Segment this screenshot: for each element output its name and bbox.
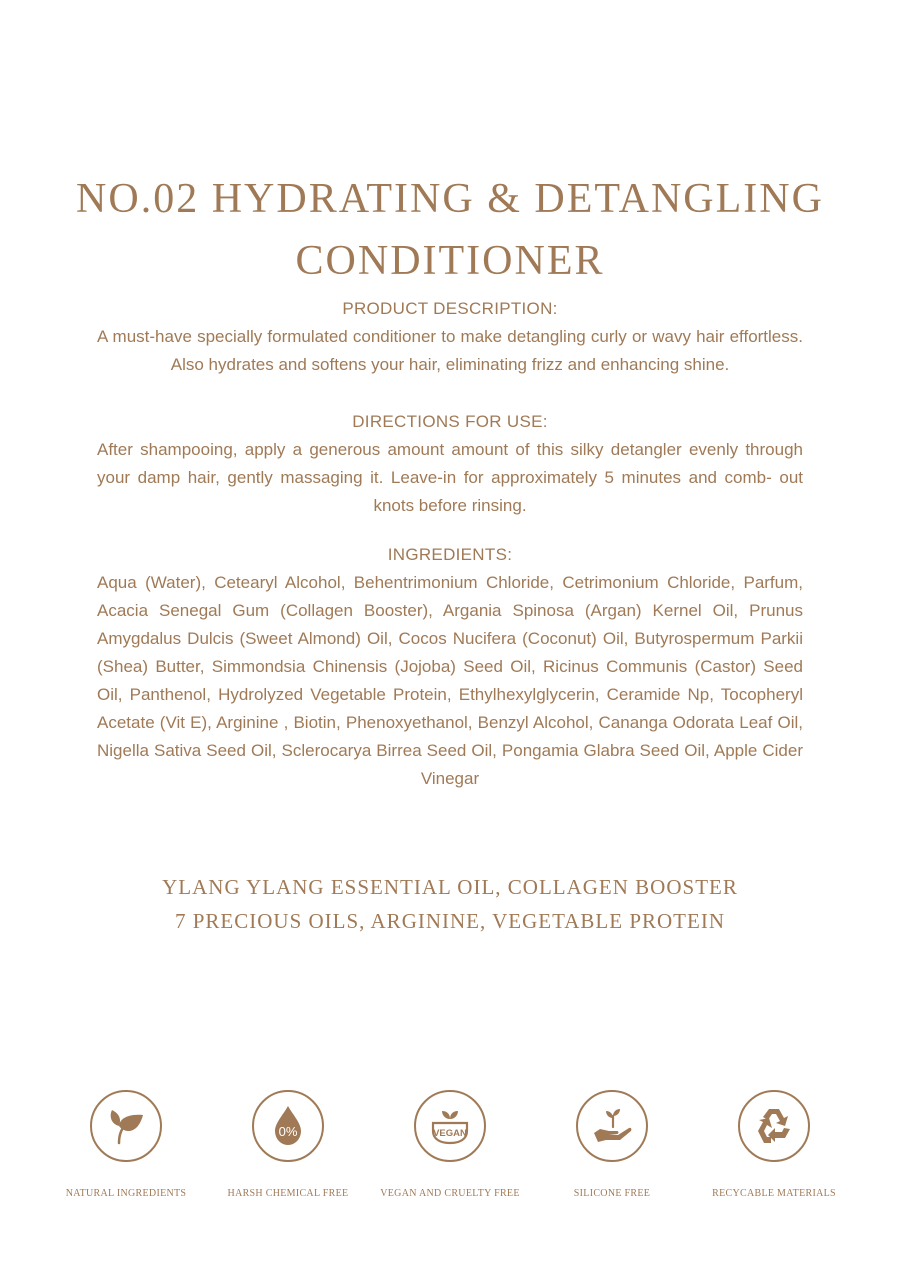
directions-text: After shampooing, apply a generous amount amount of this silky detangler evenly through your damp hair, gently massaging it. Leave-in for approximately 5 minutes and comb- out knots before rinsing. [97, 440, 803, 515]
leaf-icon [90, 1090, 162, 1162]
key-ingredients-tagline [60, 870, 840, 938]
badge-silicone-free [522, 1090, 702, 1199]
product-description-heading: PRODUCT DESCRIPTION: [342, 299, 558, 318]
hand-sprout-icon [576, 1090, 648, 1162]
directions-heading: DIRECTIONS FOR USE: [352, 412, 548, 431]
product-title [60, 168, 840, 292]
badge-harsh-chemical-free [198, 1090, 378, 1199]
directions-section [97, 408, 803, 520]
badge-natural-ingredients [36, 1090, 216, 1199]
badge-label: RECYCABLE MATERIALS [712, 1188, 836, 1199]
vegan-icon [414, 1090, 486, 1162]
tagline-line-2: 7 PRECIOUS OILS, ARGININE, VEGETABLE PROTEIN [174, 909, 725, 933]
drop-icon-text: 0% [278, 1124, 298, 1139]
tagline-line-1: YLANG YLANG ESSENTIAL OIL, COLLAGEN BOOSTER [162, 875, 738, 899]
badge-label: NATURAL INGREDIENTS [65, 1188, 187, 1199]
product-title-line-2: CONDITIONER [295, 238, 605, 284]
badge-vegan-cruelty-free [360, 1090, 540, 1199]
product-description-section [97, 295, 803, 379]
badge-label: SILICONE FREE [573, 1188, 651, 1199]
drop-zero-percent-icon [252, 1090, 324, 1162]
ingredients-text: Aqua (Water), Cetearyl Alcohol, Behentrimonium Chloride, Cetrimonium Chloride, Parfum, Acacia Senegal Gum (Collagen Booster), Argania Spinosa (Argan) Kernel Oil, Prunus Amygdalus Dulcis (Sweet Almond) Oil, Cocos Nucifera (Coconut) Oil, Butyrospermum Parkii (Shea) Butter, Simmondsia Chinensis (Jojoba) Seed Oil, Ricinus Communis (Castor) Seed Oil, Panthenol, Hydrolyzed Vegetable Protein, Ethylhexylglycerin, Ceramide Np, Tocopheryl Acetate (Vit E), Arginine , Biotin, Phenoxyethanol, Benzyl Alcohol, Cananga Odorata Leaf Oil, Nigella Sativa Seed Oil, Sclerocarya Birrea Seed Oil, Pongamia Glabra Seed Oil, Apple Cider Vinegar [97, 573, 803, 788]
ingredients-heading: INGREDIENTS: [387, 545, 513, 564]
badge-recyclable-materials [684, 1090, 864, 1199]
badge-label: HARSH CHEMICAL FREE [227, 1188, 349, 1199]
vegan-icon-text: VEGAN [433, 1128, 467, 1139]
product-title-line-1: NO.02 HYDRATING & DETANGLING [76, 176, 824, 222]
badge-label: VEGAN AND CRUELTY FREE [380, 1188, 520, 1199]
product-description-text: A must-have specially formulated conditioner to make detangling curly or wavy hair effortless. Also hydrates and softens your hair, eliminating frizz and enhancing shine. [97, 327, 803, 374]
recycle-icon [738, 1090, 810, 1162]
feature-badges [0, 1090, 900, 1210]
ingredients-section [97, 541, 803, 793]
